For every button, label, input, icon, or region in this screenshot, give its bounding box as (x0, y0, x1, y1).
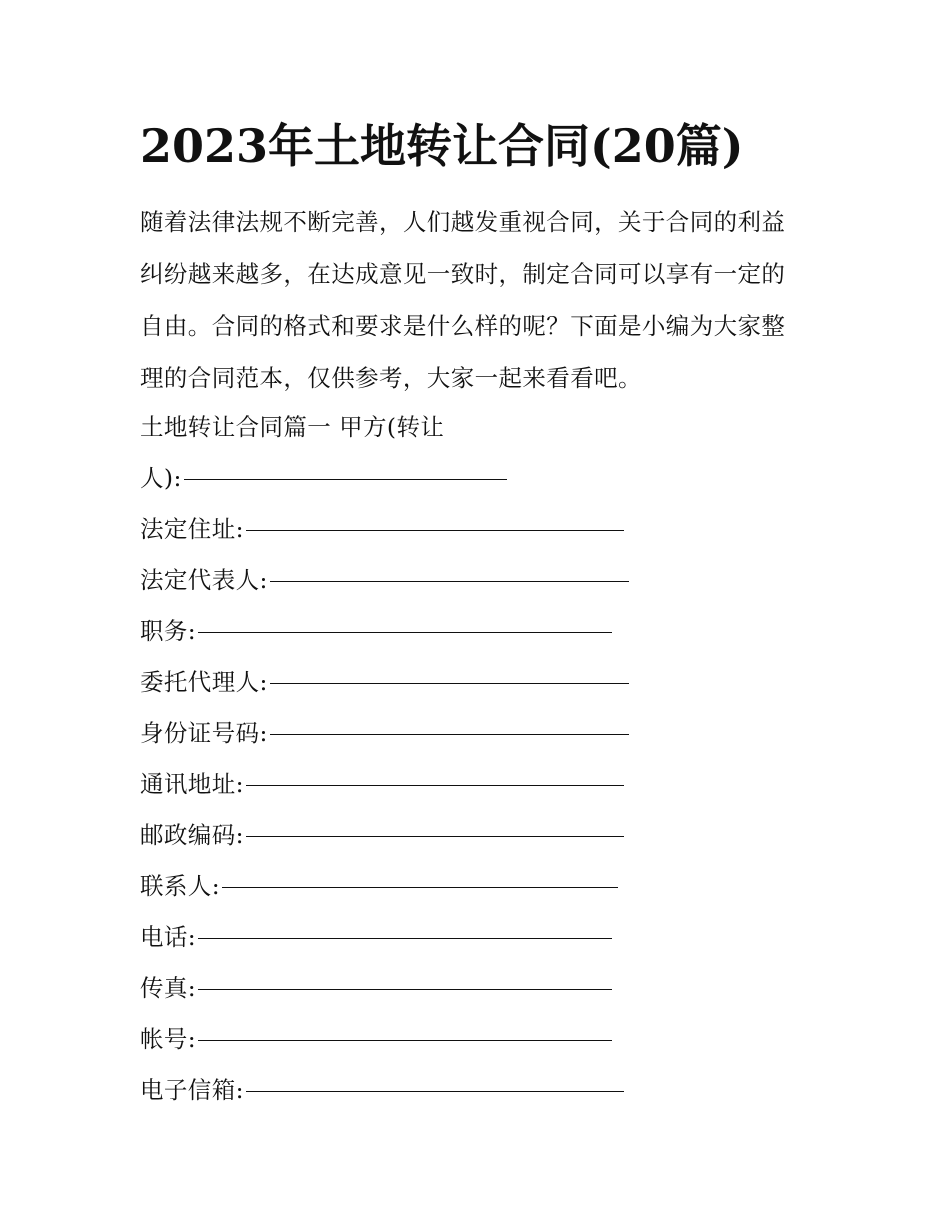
fill-in-blank[interactable] (246, 1091, 624, 1092)
form-field-email (140, 1065, 840, 1116)
field-label: 帐号: (140, 1025, 197, 1053)
form-field-transferor (140, 453, 840, 504)
fill-in-blank[interactable] (270, 734, 629, 735)
field-label: 电话: (140, 923, 197, 951)
intro-line: 自由。合同的格式和要求是什么样的呢？下面是小编为大家整 (140, 312, 786, 340)
field-label: 通讯地址: (140, 770, 244, 798)
fill-in-blank[interactable] (270, 683, 629, 684)
form-field-position (140, 606, 840, 657)
field-label: 法定代表人: (140, 566, 268, 594)
form-field-legal-representative (140, 555, 840, 606)
fill-in-blank[interactable] (270, 581, 629, 582)
form-field-phone (140, 912, 840, 963)
section-heading: 土地转让合同篇一 甲方(转让 (140, 413, 445, 441)
form-field-agent (140, 657, 840, 708)
field-label: 邮政编码: (140, 821, 244, 849)
intro-paragraph (140, 196, 815, 404)
fill-in-blank[interactable] (198, 1040, 612, 1041)
form-field-account-number (140, 1014, 840, 1065)
field-label: 法定住址: (140, 515, 244, 543)
form-field-mailing-address (140, 759, 840, 810)
form-field-contact-person (140, 861, 840, 912)
fill-in-blank[interactable] (246, 836, 624, 837)
form-field-legal-address (140, 504, 840, 555)
field-label: 电子信箱: (140, 1076, 244, 1104)
fill-in-blank[interactable] (198, 938, 612, 939)
fill-in-blank[interactable] (198, 989, 612, 990)
field-label: 传真: (140, 974, 197, 1002)
form-field-id-number (140, 708, 840, 759)
intro-line: 理的合同范本，仅供参考，大家一起来看看吧。 (140, 364, 642, 392)
field-label: 委托代理人: (140, 668, 268, 696)
intro-line: 纠纷越来越多，在达成意见一致时，制定合同可以享有一定的 (140, 260, 786, 288)
field-label: 人): (140, 464, 182, 492)
field-label: 联系人: (140, 872, 221, 900)
field-label: 职务: (140, 617, 197, 645)
intro-line: 随着法律法规不断完善，人们越发重视合同，关于合同的利益 (140, 208, 786, 236)
form-field-fax (140, 963, 840, 1014)
fill-in-blank[interactable] (246, 785, 624, 786)
fill-in-blank[interactable] (222, 887, 618, 888)
form-field-postal-code (140, 810, 840, 861)
field-label: 身份证号码: (140, 719, 268, 747)
fill-in-blank[interactable] (184, 479, 507, 480)
document-title: 2023年土地转让合同(20篇) (140, 119, 744, 173)
fill-in-blank[interactable] (246, 530, 624, 531)
party-a-form (140, 402, 840, 1116)
fill-in-blank[interactable] (198, 632, 612, 633)
